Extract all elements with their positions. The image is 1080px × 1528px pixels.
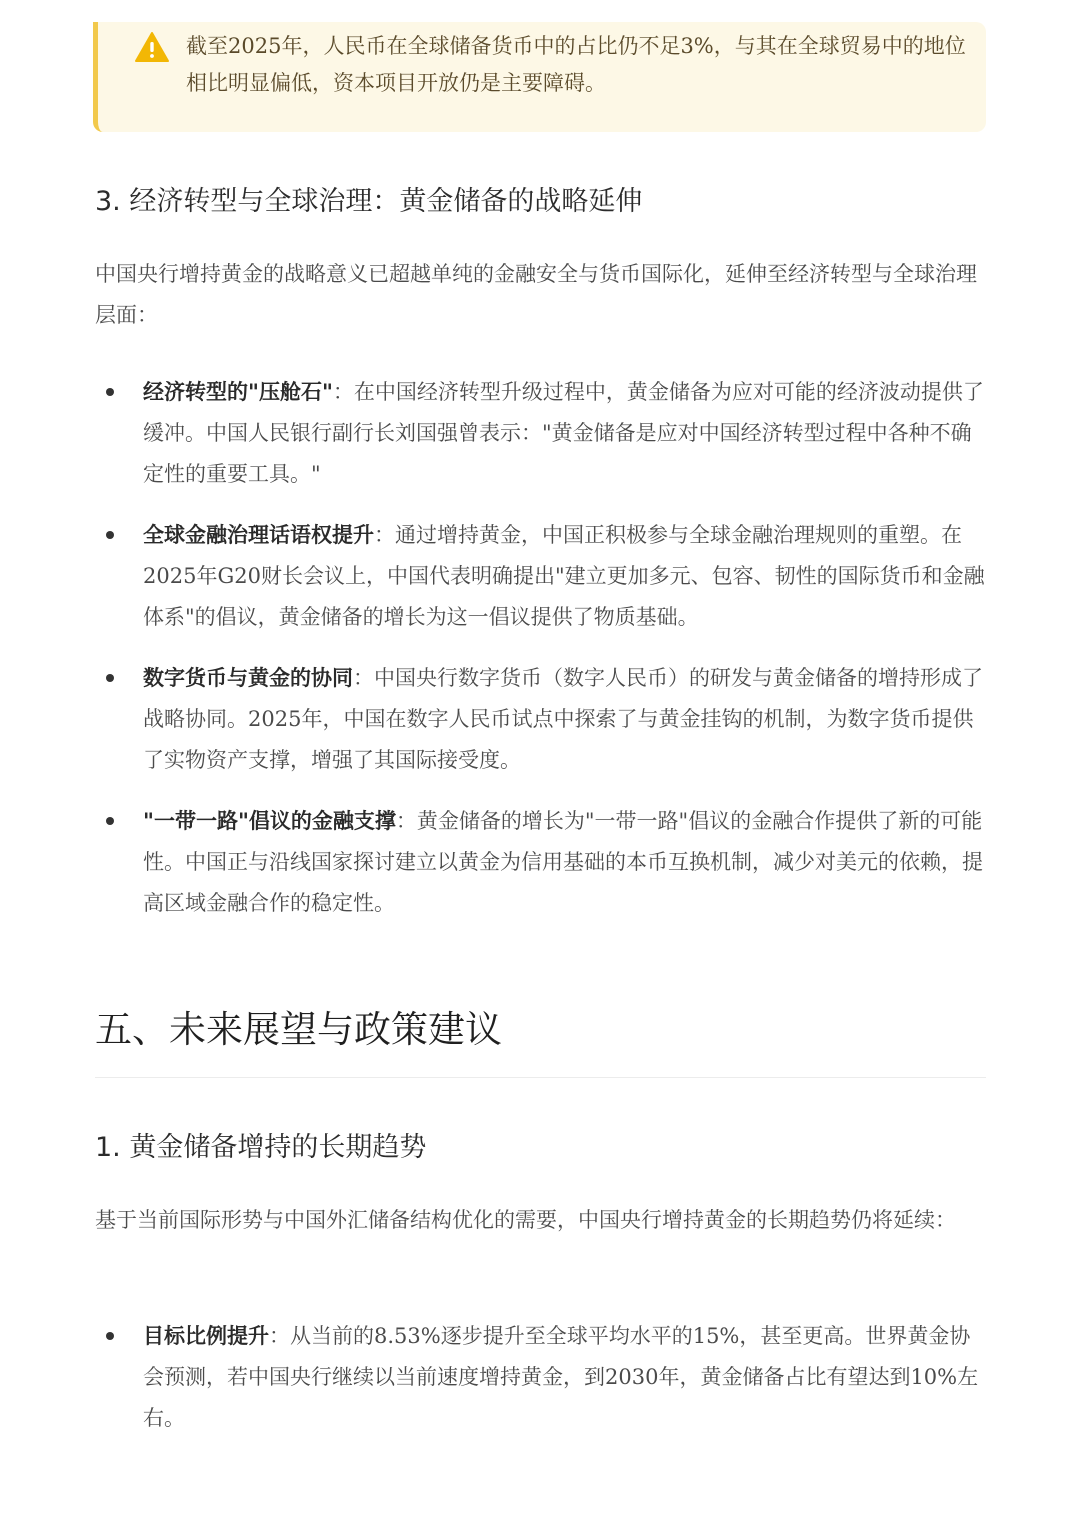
bullet-text: ：从当前的8.53%逐步提升至全球平均水平的15%，甚至更高。世界黄金协会预测，若中国央行继续以当前速度增持黄金，到2030年，黄金储备占比有望达到10%左右。: [143, 1324, 979, 1430]
list-item: [95, 800, 988, 924]
bullet-dot: [106, 674, 114, 682]
list-item: [95, 514, 988, 638]
section-heading-3: 3. 经济转型与全球治理：黄金储备的战略延伸: [95, 186, 643, 217]
section-3-intro: 中国央行增持黄金的战略意义已超越单纯的金融安全与货币国际化，延伸至经济转型与全球治理层面：: [95, 262, 977, 327]
bullet-dot: [106, 531, 114, 539]
bullet-text: ：在中国经济转型升级过程中，黄金储备为应对可能的经济波动提供了缓冲。中国人民银行副行长刘国强曾表示："黄金储备是应对中国经济转型过程中各种不确定性的重要工具。": [143, 380, 984, 486]
bullet-dot: [106, 817, 114, 825]
warning-callout: [93, 22, 986, 132]
bullet-text: ：黄金储备的增长为"一带一路"倡议的金融合作提供了新的可能性。中国正与沿线国家探讨建立以黄金为信用基础的本币互换机制，减少对美元的依赖，提高区域金融合作的稳定性。: [143, 809, 983, 915]
list-item: [95, 657, 988, 781]
warning-text: 截至2025年，人民币在全球储备货币中的占比仍不足3%，与其在全球贸易中的地位相比明显偏低，资本项目开放仍是主要障碍。: [186, 34, 966, 95]
chapter-heading-5: 五、未来展望与政策建议: [95, 1008, 502, 1051]
heading-divider: [95, 1077, 986, 1078]
section-3-bullet-list: [95, 371, 988, 943]
section-heading-1: 1. 黄金储备增持的长期趋势: [95, 1132, 427, 1163]
list-item: [95, 371, 988, 495]
bullet-dot: [106, 388, 114, 396]
bullet-dot: [106, 1332, 114, 1340]
list-item: [95, 1315, 988, 1439]
bullet-term: 目标比例提升: [143, 1323, 269, 1348]
bullet-text: ：通过增持黄金，中国正积极参与全球金融治理规则的重塑。在2025年G20财长会议上，中国代表明确提出"建立更加多元、包容、韧性的国际货币和金融体系"的倡议，黄金储备的增长为这一倡议提供了物质基础。: [143, 523, 985, 629]
warning-triangle-icon: [134, 30, 170, 64]
bullet-term: 全球金融治理话语权提升: [143, 522, 374, 547]
section-1-intro: 基于当前国际形势与中国外汇储备结构优化的需要，中国央行增持黄金的长期趋势仍将延续：: [95, 1208, 956, 1232]
bullet-term: 数字货币与黄金的协同: [143, 665, 353, 690]
section-1-bullet-list: [95, 1315, 988, 1458]
bullet-text: ：中国央行数字货币（数字人民币）的研发与黄金储备的增持形成了战略协同。2025年，中国在数字人民币试点中探索了与黄金挂钩的机制，为数字货币提供了实物资产支撑，增强了其国际接受度。: [143, 666, 983, 772]
bullet-term: 经济转型的"压舱石": [143, 379, 333, 404]
bullet-term: "一带一路"倡议的金融支撑: [143, 808, 396, 833]
